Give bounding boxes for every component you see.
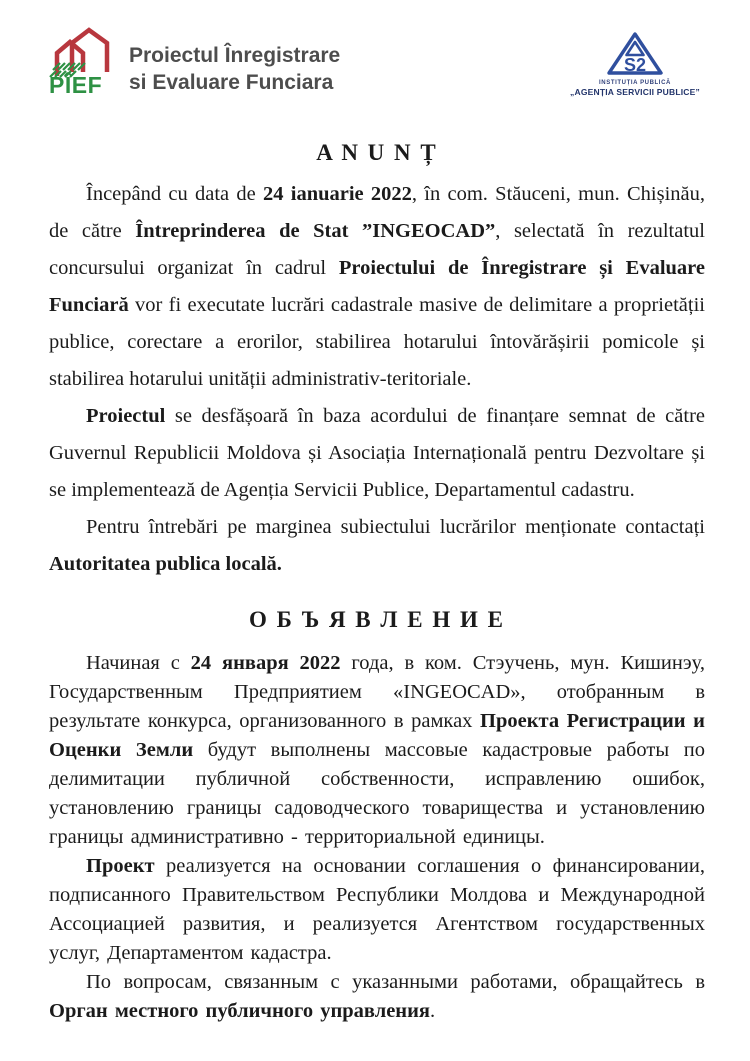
pief-title <box>129 26 340 96</box>
pief-title-line2: si Evaluare Funciara <box>129 71 334 94</box>
asp-logo <box>565 26 705 97</box>
announcement-ru <box>49 607 705 1026</box>
pief-logo <box>49 26 340 96</box>
ru-paragraph: Начиная с 24 января 2022 года, в ком. Стэучень, мун. Кишинэу, Государственным Предприятием «INGEOCAD», отобранным в результате конкурса, организованного в рамках Проекта Регистрации и Оценки Земли будут выполнены массовые кадастровые работы по делимитации публичной собственности, исправлению ошибок, установлению границы садоводческого товарищества и установлению границы административно - территориальной единицы. <box>49 652 705 848</box>
ro-text <box>49 176 705 583</box>
asp-monogram: S2 <box>623 55 647 75</box>
asp-org-type: INSTITUȚIA PUBLICĂ <box>599 80 671 86</box>
announcement-ru-title: О Б Ъ Я В Л Е Н И Е <box>249 607 505 632</box>
ru-paragraph: Проект реализуется на основании соглашения о финансировании, подписанного Правительством Республики Молдова и Международной Ассоциацией развития, и реализуется Агентством государственных услуг, Департаментом кадастра. <box>49 855 705 964</box>
asp-triangle-icon <box>605 30 665 78</box>
pief-mark <box>49 26 119 96</box>
announcement-ro <box>49 140 705 583</box>
ro-paragraph: Pentru întrebări pe marginea subiectului lucrărilor menționate contactați Autoritatea publica locală. <box>49 516 705 575</box>
ru-text <box>49 649 705 1026</box>
ro-paragraph: Proiectul se desfășoară în baza acordului de finanțare semnat de către Guvernul Republicii Moldova și Asociația Internațională pentru Dezvoltare și se implementează de Agenția Servicii Publice, Departamentul cadastru. <box>49 405 705 501</box>
pief-house-icon <box>49 26 119 78</box>
asp-org-name: „AGENȚIA SERVICII PUBLICE” <box>570 87 700 97</box>
ro-paragraph: Începând cu data de 24 ianuarie 2022, în com. Stăuceni, mun. Chișinău, de către Întreprinderea de Stat ”INGEOCAD”, selectată în rezultatul concursului organizat în cadrul Proiectului de Înregistrare și Evaluare Funciară vor fi executate lucrări cadastrale masive de delimitare a proprietății publice, corectare a erorilor, stabilirea hotarului întovărășirii pomicole și stabilirea hotarului unității administrativ-teritoriale. <box>49 183 705 390</box>
pief-acronym: PÎEF <box>49 72 103 98</box>
announcement-ro-title: A N U N Ț <box>316 140 438 165</box>
header <box>49 26 705 118</box>
pief-title-line1: Proiectul Înregistrare <box>129 44 341 67</box>
ru-paragraph: По вопросам, связанным с указанными работами, обращайтесь в Орган местного публичного управления. <box>49 971 705 1022</box>
